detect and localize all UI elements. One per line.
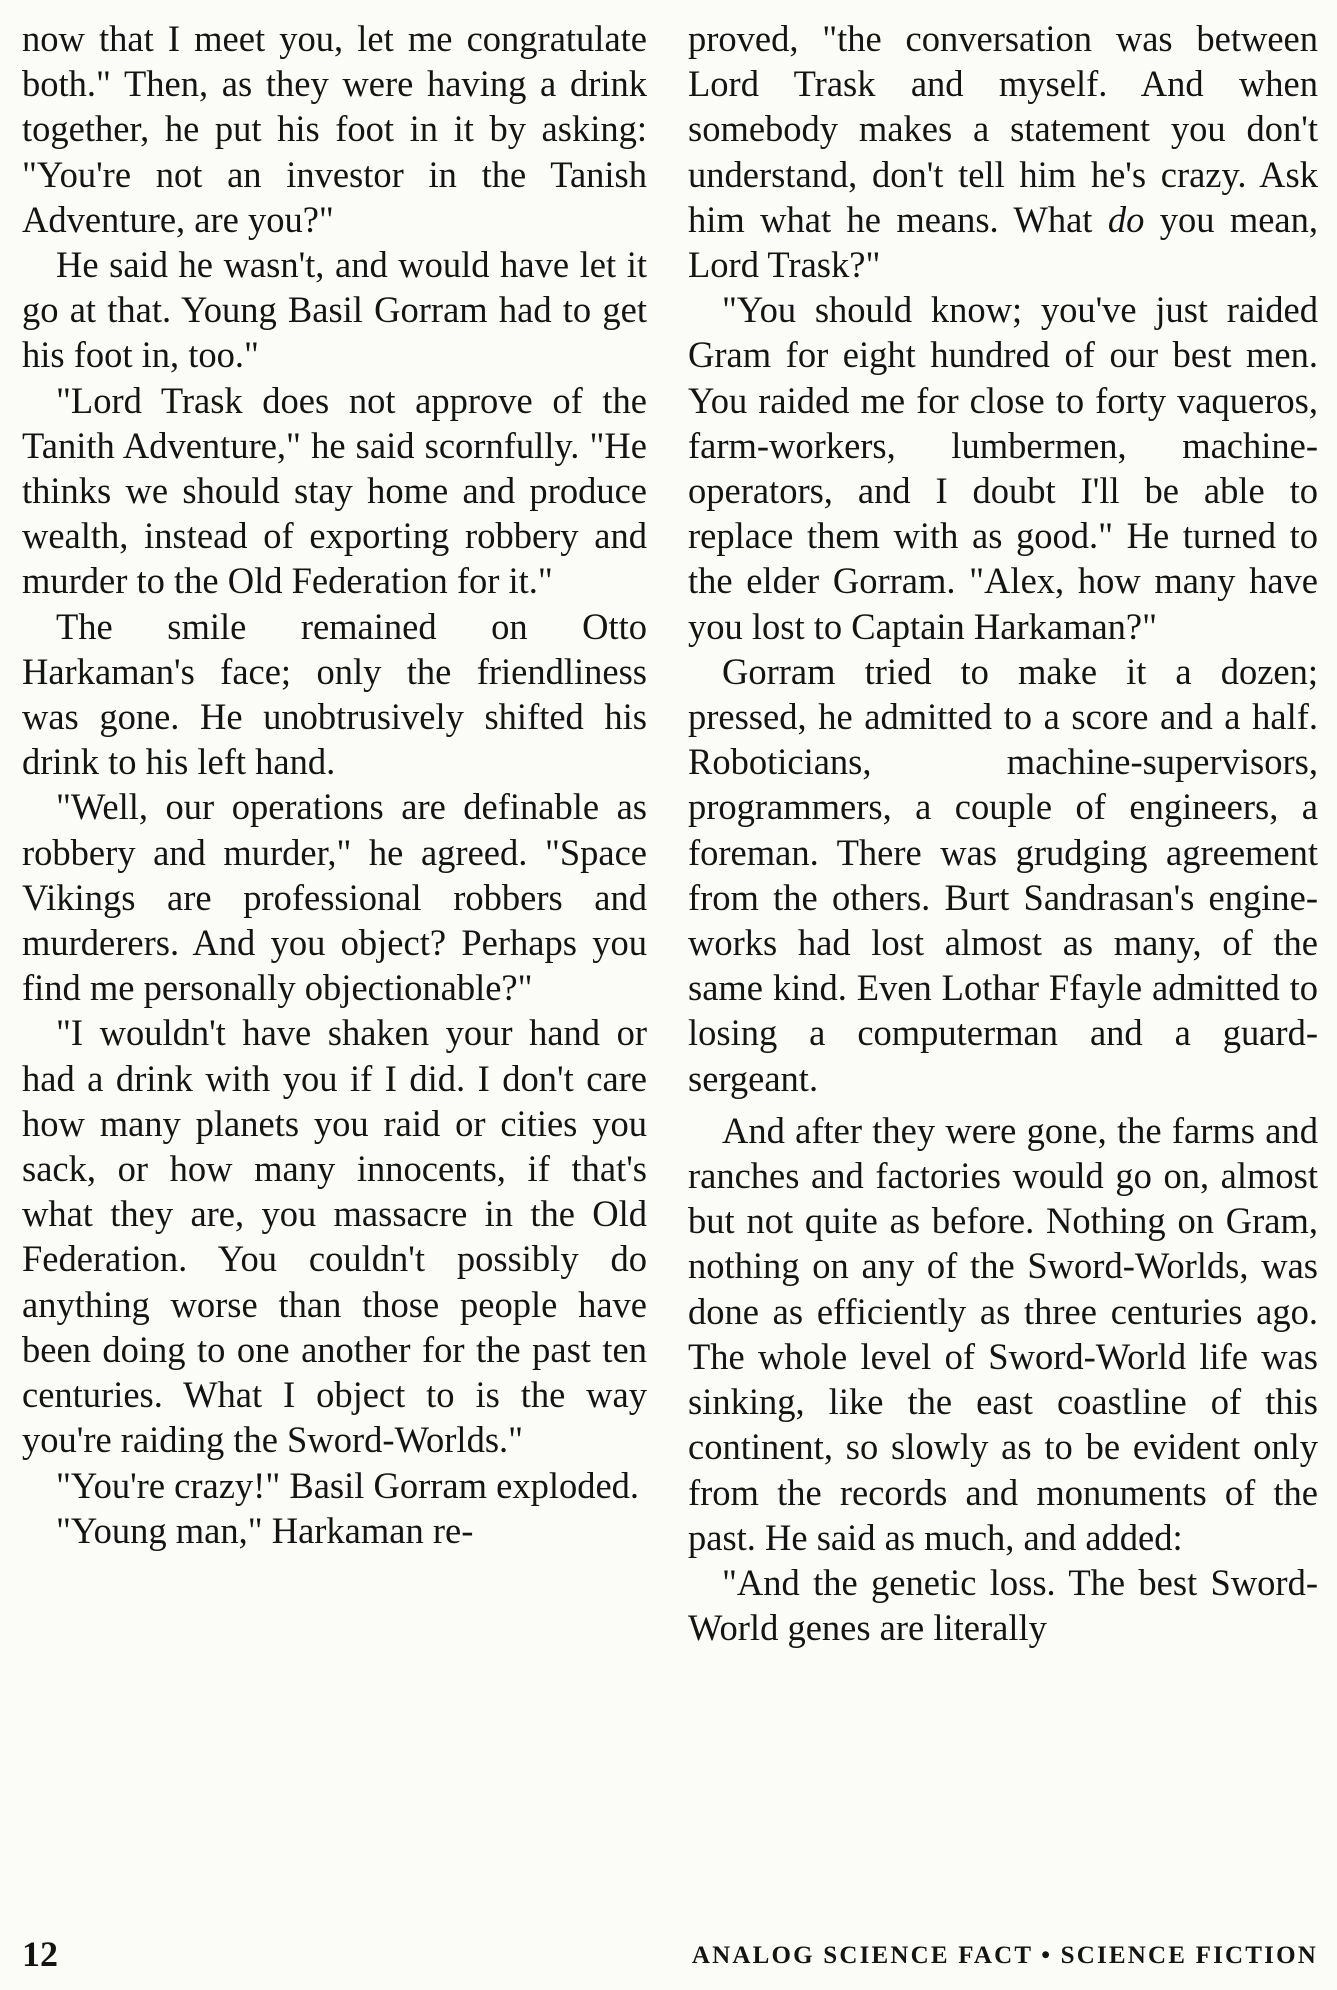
paragraph: "And the genetic loss. The best Sword-World genes are literally [688,1561,1318,1649]
emphasis: do [1107,198,1145,240]
paragraph: "You should know; you've just raided Gram for eight hundred of our best men. You raided me for close to forty vaqueros, farm-workers, lumbermen, machine-operators, and I doubt I'll be able to replace them with as good." He turned to the elder Gorram. "Alex, how many have you lost to Captain Harkaman?" [688,289,1318,647]
paragraph: now that I meet you, let me congratulate both." Then, as they were having a drink together, he put his foot in it by asking: "You're not an investor in the Tanish Adventure, are you?" [22,18,647,240]
paragraph-text: you mean, Lord Trask?" [688,198,1318,286]
paragraph: He said he wasn't, and would have let it go at that. Young Basil Gorram had to get his foot in, too." [22,244,647,376]
paragraph: "Young man," Harkaman re- [56,1509,474,1551]
running-title: ANALOG SCIENCE FACT • SCIENCE FICTION [691,1942,1318,1969]
paragraph: Gorram tried to make it a dozen; pressed, he admitted to a score and a half. Roboticians, machine-supervisors, programmers, a couple of engineers, a foreman. There was grudging agreement from the others. Burt Sandrasan's engine-works had lost almost as many, of the same kind. Even Lothar Ffayle admitted to losing a computerman and a guard-sergeant. [688,650,1318,1099]
left-column [22,16,647,1553]
paragraph: "You're crazy!" Basil Gorram exploded. [56,1464,640,1506]
right-column [688,16,1318,1650]
paragraph: "Lord Trask does not approve of the Tanith Adventure," he said scornfully. "He thinks we should stay home and produce wealth, instead of exporting robbery and murder to the Old Federation for it." [22,379,647,602]
paragraph [688,16,1318,287]
page-number: 12 [22,1934,58,1974]
paragraph: The smile remained on Otto Harkaman's face; only the friendliness was gone. He unobtrusively shifted his drink to his left hand. [22,605,647,783]
paragraph: "I wouldn't have shaken your hand or had a drink with you if I did. I don't care how many planets you raid or cities you sack, or how many innocents, if that's what they are, you massacre in the Old Federation. You couldn't possibly do anything worse than those people have been doing to one another for the past ten centuries. What I object to is the way you're raiding the Sword-Worlds." [22,1012,647,1461]
paragraph: And after they were gone, the farms and ranches and factories would go on, almost but not quite as before. Nothing on Gram, nothing on any of the Sword-Worlds, was done as efficiently as three centuries ago. The whole level of Sword-World life was sinking, like the east coastline of this continent, so slowly as to be evident only from the records and monuments of the past. He said as much, and added: [688,1109,1318,1558]
page-footer [22,1932,1318,1976]
paragraph: "Well, our operations are definable as robbery and murder," he agreed. "Space Vikings are professional robbers and murderers. And you object? Perhaps you find me personally objectionable?" [22,786,647,1009]
paragraph-text: proved, "the conversation was between Lord Trask and myself. And when somebody makes a statement you don't understand, don't tell him he's crazy. Ask him what he means. What [688,18,1318,240]
